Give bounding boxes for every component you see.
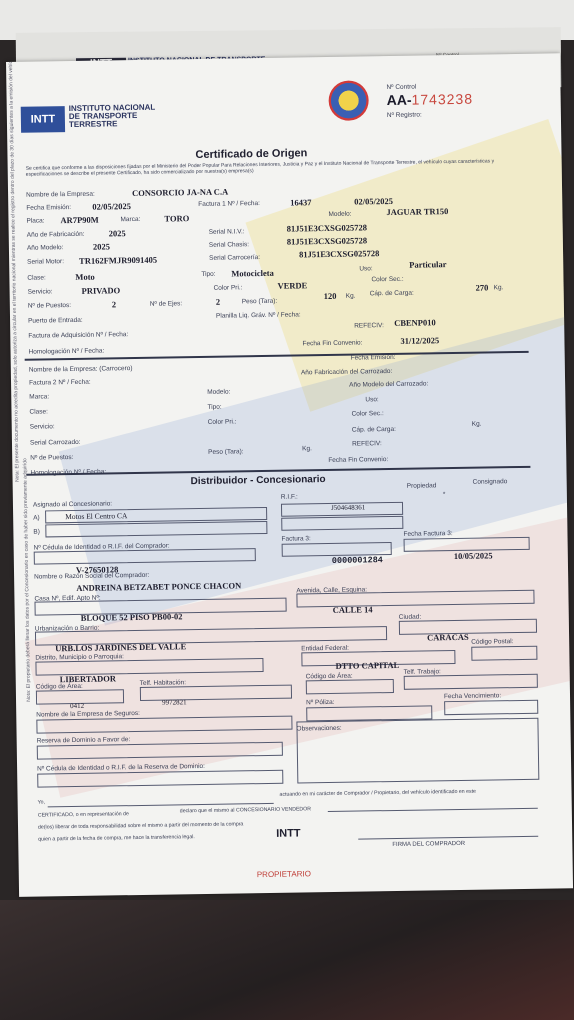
marca-label: Marca:	[120, 215, 141, 224]
empresa-label: Nombre de la Empresa:	[26, 190, 95, 199]
carrocero-empresa-label: Nombre de la Empresa: (Carrocero)	[28, 365, 133, 374]
carrocero-anio-fab-label: Año Fabricación del Carrozado:	[300, 367, 393, 377]
carrocero-marca-label: Marca:	[29, 393, 50, 401]
carrocero-homologacion-label: Homologación Nº / Fecha:	[30, 468, 107, 477]
vencimiento-label: Fecha Vencimiento:	[443, 692, 502, 701]
nombre-comprador-value: ANDREINA BETZABET PONCE CHACON	[76, 580, 242, 593]
servicio-value: PRIVADO	[81, 285, 121, 296]
decl-line3: de(los) liberar de toda responsabilidad sobre el mismo a partir del momento de la compra	[37, 821, 244, 831]
logo-mark: INTT	[21, 106, 65, 133]
ciudad-value: CARACAS	[427, 631, 469, 643]
carrocero-tipo-label: Tipo:	[207, 403, 222, 411]
signature-line	[358, 836, 538, 840]
observaciones-box	[296, 718, 539, 784]
carrocero-uso-label: Uso:	[365, 396, 379, 404]
cedula-reserva-label: Nº Cédula de Identidad o R.I.F. de la Reserva de Dominio:	[37, 762, 206, 773]
peso-value: 120	[323, 290, 337, 302]
a-label: A)	[33, 514, 40, 522]
distrito-label: Distrito, Municipio o Parroquia:	[35, 653, 124, 662]
carrocero-anio-modelo-label: Año Modelo del Carrozado:	[349, 380, 429, 389]
area2-label: Código de Área:	[305, 672, 353, 681]
propiedad-mark: *	[442, 491, 446, 499]
fecha-factura3-field	[404, 537, 530, 552]
planilla-label: Planilla Liq. Gráv. Nº / Fecha:	[215, 311, 301, 320]
carrocero-servicio-label: Servicio:	[29, 423, 55, 431]
carga-value: 270	[475, 282, 489, 293]
cedula-comprador-label: Nº Cédula de Identidad o R.I.F. del Comprador:	[33, 542, 170, 552]
decl-line4: quien a partir de la fecha de compra, me hace la transferencia legal.	[38, 834, 195, 843]
page-title: Certificado de Origen	[195, 147, 308, 162]
intt-logo	[21, 104, 161, 134]
distribuidor-section-title: Distribuidor - Concesionario	[190, 474, 326, 488]
seguros-label: Nombre de la Empresa de Seguros:	[36, 709, 141, 719]
serial-digits: 1743238	[411, 90, 474, 108]
servicio-label: Servicio:	[27, 288, 53, 296]
avenida-value: CALLE 14	[332, 604, 373, 615]
b-label: B)	[33, 528, 40, 536]
nombre-comprador-label: Nombre o Razón Social del Comprador:	[34, 571, 150, 581]
clase-label: Clase:	[27, 274, 46, 282]
anio-modelo-value: 2025	[92, 241, 110, 252]
factura-label: Factura 1 Nº / Fecha:	[198, 200, 260, 208]
postal-label: Código Postal:	[471, 638, 514, 646]
fecha-emision-label: Fecha Emisión:	[26, 203, 72, 212]
carrocero-peso-unit: Kg.	[302, 445, 312, 453]
cedula-value: V-27650128	[75, 564, 119, 575]
clase-value: Moto	[75, 271, 95, 282]
firma-label: FIRMA DEL COMPRADOR	[392, 840, 466, 849]
urb-value: URB.LOS JARDINES DEL VALLE	[55, 641, 187, 654]
empresa-value: CONSORCIO JA-NA C.A	[131, 186, 229, 199]
modelo-value: JAGUAR TR150	[386, 206, 449, 218]
homologacion-label: Homologación Nº / Fecha:	[28, 347, 105, 356]
factura3-value: 0000001284	[331, 555, 383, 566]
fecha-factura3-value: 10/05/2025	[453, 550, 493, 562]
serial-motor-value: TR162FMJR9091405	[79, 254, 158, 266]
carga-label: Cáp. de Carga:	[369, 289, 414, 298]
poliza-label: Nº Póliza:	[306, 698, 335, 707]
serial-niv-value: 81J51E3CXSG025728	[286, 222, 368, 234]
carrocero-peso-label: Peso (Tara):	[208, 448, 244, 456]
ejes-label: Nº de Ejes:	[149, 300, 183, 308]
area-value: 0412	[70, 701, 85, 711]
carga-unit: Kg.	[493, 284, 504, 292]
side-note-2: Nota: El propietario deberá llenar los datos por el Concesionario en caso de haber sido previamente adquirido	[22, 458, 33, 702]
ejes-value: 2	[215, 296, 221, 307]
carrocero-refeciv-label: REFECIV:	[351, 440, 382, 448]
carrocero-fecha-fin-label: Fecha Fin Convenio:	[328, 456, 389, 464]
intro-text: Se certifica que conforme a las disposiciones fijadas por el Ministerio del Poder Popular Para Relaciones Interiores, Justicia y Paz y el Instituto Nacional de Transporte Terrestre, el vehículo cuyas características y especificaciones se describe el presente Certificado, ha sido comercializado por nuestra(s) empresa(s)	[25, 158, 495, 178]
carrocero-fecha-label: Fecha Emisión:	[350, 353, 396, 362]
area2-field	[306, 679, 394, 694]
serial-number	[387, 91, 474, 108]
area-label: Código de Área:	[35, 682, 83, 691]
color-sec-label: Color Sec.:	[371, 275, 404, 284]
fecha-emision-value: 02/05/2025	[92, 201, 132, 212]
decl-line2b: declaro que el mismo al CONCESIONARIO VENDEDOR	[179, 806, 311, 815]
tipo-label: Tipo:	[201, 270, 216, 278]
factura-fecha-value: 02/05/2025	[354, 195, 394, 207]
avenida-label: Avenida, Calle, Esquina:	[296, 586, 368, 595]
reserva-label: Reserva de Dominio a Favor de:	[36, 736, 131, 745]
propietario-label: PROPIETARIO	[256, 869, 311, 880]
placa-value: AR7P90M	[60, 214, 99, 226]
control-label: Nº Control	[386, 83, 417, 92]
serial-niv-label: Serial N.I.V.:	[208, 228, 245, 236]
serial-motor-label: Serial Motor:	[27, 258, 65, 266]
decl-line1: actuando en mi carácter de Comprador / Propietario, del vehículo identificado en este	[279, 788, 476, 798]
anio-modelo-label: Año Modelo:	[26, 244, 64, 252]
decl-yo: Yo,	[37, 799, 45, 806]
carrocero-color-pri-label: Color Pri.:	[207, 418, 237, 426]
peso-unit: Kg.	[345, 292, 356, 300]
factura-adq-label: Factura de Adquisición Nº / Fecha:	[28, 331, 129, 340]
fecha-factura3-label: Fecha Factura 3:	[403, 530, 453, 538]
national-seal-icon	[328, 80, 369, 121]
peso-label: Peso (Tara):	[241, 297, 278, 306]
certificate-sheet	[6, 53, 573, 897]
placa-label: Placa:	[26, 217, 45, 225]
rif-a-value: J504648361	[330, 503, 366, 512]
background-floor	[0, 900, 574, 1020]
entidad-label: Entidad Federal:	[301, 644, 350, 653]
uso-value: Particular	[409, 259, 447, 270]
telf-hab-label: Telf. Habitación:	[139, 679, 187, 687]
carrocero-puestos-label: Nº de Puestos:	[30, 453, 74, 462]
representacion-line	[328, 808, 538, 812]
uso-label: Uso:	[359, 265, 373, 273]
vencimiento-field	[444, 700, 538, 715]
reserva-field	[37, 742, 283, 760]
serial-chasis-label: Serial Chasis:	[208, 241, 250, 249]
factura-value: 16437	[290, 197, 312, 208]
rif-b-field	[281, 516, 403, 531]
anio-fab-label: Año de Fabricación:	[26, 230, 85, 239]
casa-value: BLOQUE 52 PISO PB00-02	[80, 611, 183, 623]
ciudad-label: Ciudad:	[398, 613, 422, 621]
postal-field	[471, 646, 537, 661]
propiedad-label: Propiedad	[406, 482, 437, 490]
serial-prefix: AA-	[386, 91, 412, 109]
serial-carroceria-value: 81J51E3CXSG025728	[298, 248, 380, 260]
distrito-value: LIBERTADOR	[59, 673, 117, 685]
casa-label: Casa Nº, Edif. Apto Nº:	[34, 594, 101, 603]
factura2-label: Factura 2 Nº / Fecha:	[28, 378, 91, 387]
asignado-label: Asignado al Concesionario:	[32, 500, 113, 509]
intt-stamp: INTT	[276, 827, 301, 840]
cedula-reserva-field	[37, 770, 283, 788]
color-pri-label: Color Pri.:	[213, 284, 243, 292]
carrocero-carga-label: Cáp. de Carga:	[351, 425, 396, 434]
decl-line2: CERTIFICADO, o en representación de	[37, 811, 129, 819]
refeciv-value: CBENP010	[394, 317, 436, 328]
puestos-value: 2	[111, 299, 117, 310]
carrocero-clase-label: Clase:	[29, 408, 48, 416]
fecha-fin-value: 31/12/2025	[400, 335, 440, 346]
puestos-label: Nº de Puestos:	[27, 302, 72, 310]
modelo-label: Modelo:	[328, 210, 352, 218]
telf-trab-label: Telf. Trabajo:	[403, 668, 441, 676]
anio-fab-value: 2025	[108, 228, 126, 239]
carrocero-serial-label: Serial Carrozado:	[29, 438, 81, 447]
carrocero-color-sec-label: Color Sec.:	[351, 410, 384, 418]
org-name: INSTITUTO NACIONAL DE TRANSPORTE TERRESTRE	[68, 102, 156, 130]
registro-label: Nº Registro:	[386, 111, 422, 120]
marca-value: TORO	[164, 213, 190, 224]
carrocero-modelo-label: Modelo:	[207, 388, 231, 396]
serial-chasis-value: 81J51E3CXSG025728	[286, 235, 368, 247]
refeciv-label: REFECIV:	[354, 322, 384, 330]
consignado-label: Consignado	[472, 478, 508, 486]
urb-label: Urbanización o Barrio:	[34, 624, 100, 633]
fecha-fin-label: Fecha Fin Convenio:	[302, 339, 363, 348]
telf-hab-value: 9972821	[162, 698, 187, 707]
factura3-label: Factura 3:	[281, 535, 311, 543]
puerto-label: Puerto de Entrada:	[28, 316, 83, 325]
carrocero-carga-unit: Kg.	[471, 420, 482, 428]
observaciones-label: Observaciones:	[296, 724, 342, 733]
telf-trab-field	[404, 674, 538, 690]
side-note: Nota: El presente documento no acredita propiedad, solo autoriza a circular en el territorio nacional mientras se realice el registro dentro del plazo de 30 días siguientes a la emisión del vehículo	[7, 54, 21, 482]
entidad-value: DTTO CAPITAL	[335, 659, 400, 671]
tipo-value: Motocicleta	[231, 267, 274, 279]
serial-carroceria-label: Serial Carrocería:	[209, 254, 261, 262]
concesionario-a-value: Motos El Centro CA	[65, 511, 128, 522]
rif-label: R.I.F.:	[280, 493, 298, 501]
color-pri-value: VERDE	[277, 280, 308, 291]
